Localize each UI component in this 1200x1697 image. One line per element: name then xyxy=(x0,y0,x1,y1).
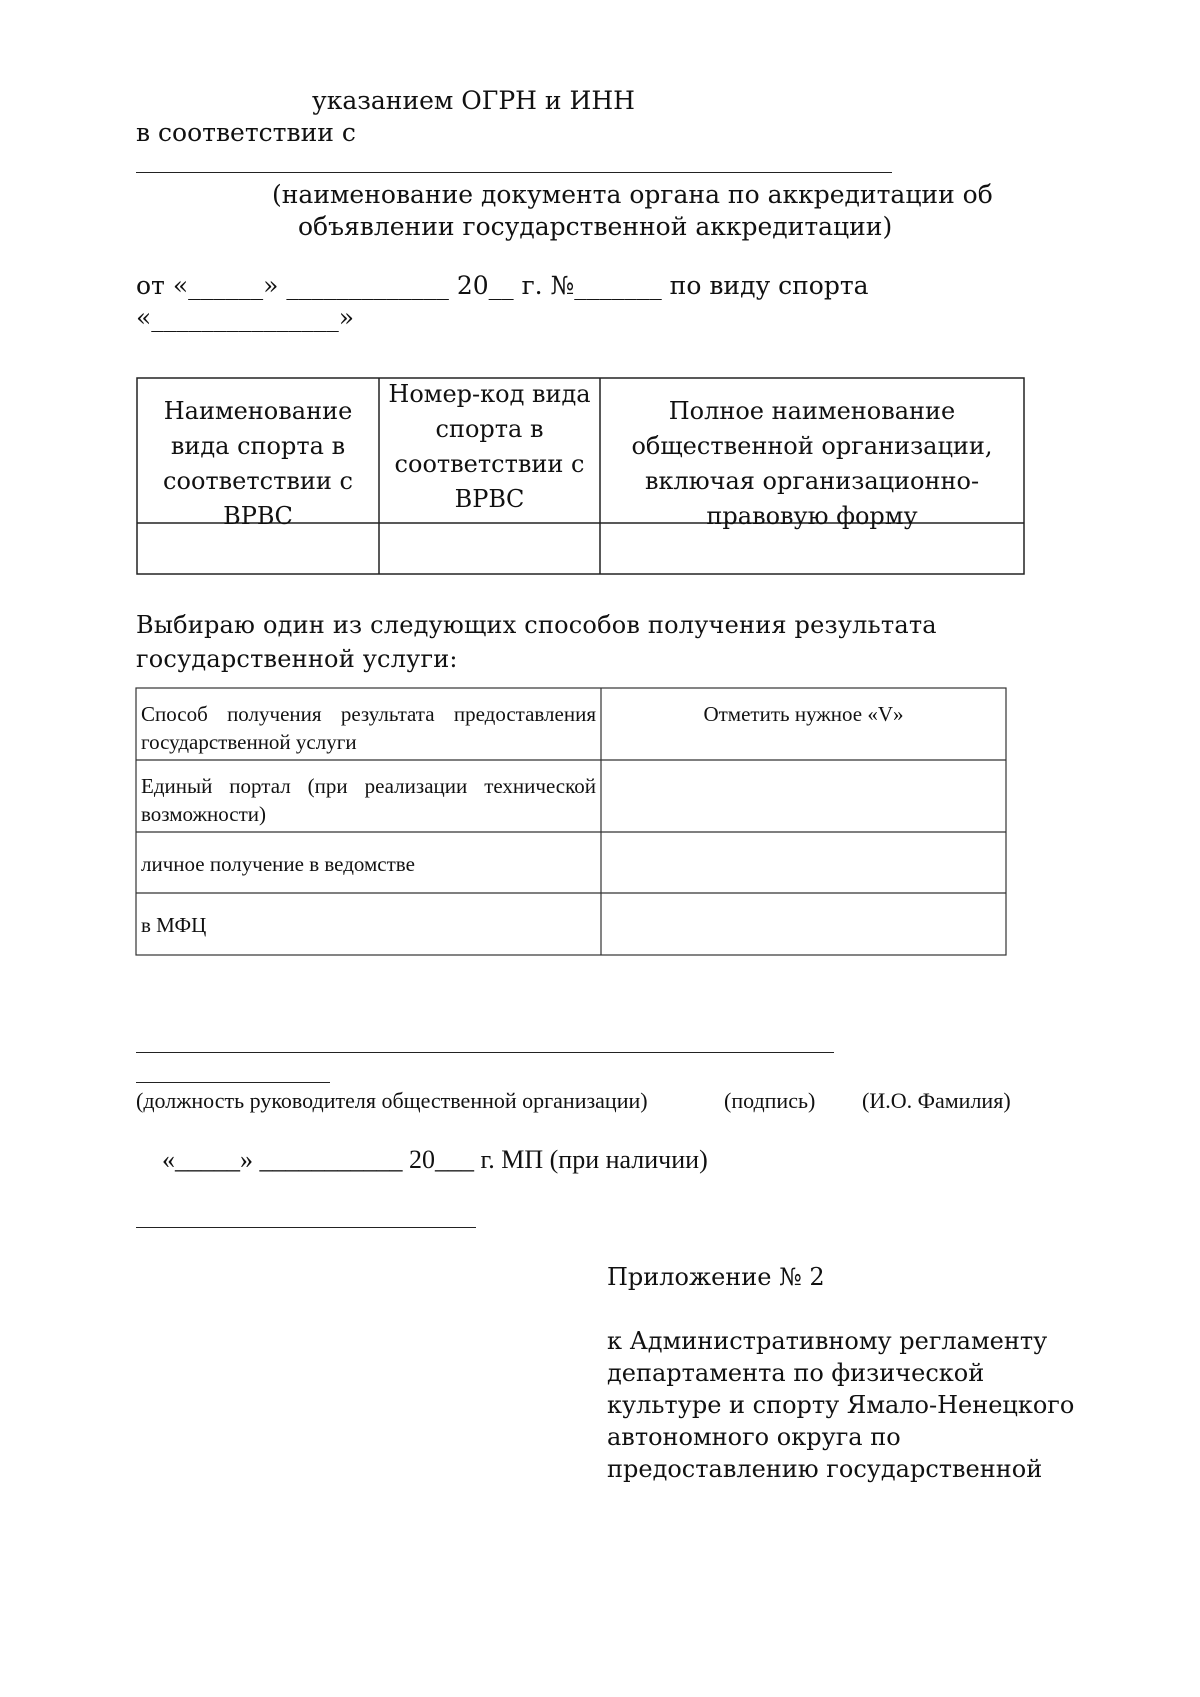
accordance-line: в соответствии с xyxy=(136,118,356,147)
caption-signature: (подпись) xyxy=(724,1088,816,1113)
caption-position: (должность руководителя общественной организации) xyxy=(136,1088,648,1113)
table1-header-sport-name: Наименование вида спорта в соответствии с ВРВС xyxy=(163,397,353,530)
ogrn-inn-line: указанием ОГРН и ИНН xyxy=(312,86,635,115)
choice-intro: Выбираю один из следующих способов получения результата государственной услуги: xyxy=(136,611,937,673)
option-mfc: в МФЦ xyxy=(141,913,207,937)
table1-cell-sport-code xyxy=(380,524,599,573)
appendix-line-4: автономного округа по xyxy=(607,1423,901,1451)
table1-cell-sport-name xyxy=(138,524,378,573)
document-caption-line-2: объявлении государственной аккредитации) xyxy=(298,212,893,241)
document-caption-line-1: (наименование документа органа по аккредитации об xyxy=(272,180,993,209)
option-unified-portal: Единый портал (при реализации технической возможности) xyxy=(141,774,596,826)
table1-header-organization: Полное наименование общественной организации, включая организационно-правовую форму xyxy=(631,397,993,530)
table2-header-mark: Отметить нужное «V» xyxy=(703,702,904,726)
mark-cell-unified-portal[interactable] xyxy=(603,762,1004,830)
table1-cell-organization xyxy=(601,524,1023,573)
sport-kind-line: «_______________» xyxy=(136,303,355,332)
signature-rule xyxy=(136,1052,834,1053)
mark-cell-mfc[interactable] xyxy=(603,895,1004,953)
appendix-line-3: культуре и спорту Ямало-Ненецкого xyxy=(607,1391,1075,1419)
appendix-line-5: предоставлению государственной xyxy=(607,1455,1043,1483)
table1-header-sport-code: Номер-код вида спорта в соответствии с ВРВС xyxy=(388,380,591,513)
table2-header-method: Способ получения результата предоставления государственной услуги xyxy=(141,702,596,754)
option-personal-pickup: личное получение в ведомстве xyxy=(141,852,415,876)
position-rule xyxy=(136,1082,330,1083)
bottom-rule xyxy=(136,1227,476,1228)
appendix-line-1: к Административному регламенту xyxy=(607,1327,1048,1355)
mark-cell-personal-pickup[interactable] xyxy=(603,834,1004,891)
caption-full-name: (И.О. Фамилия) xyxy=(862,1088,1011,1113)
appendix-title: Приложение № 2 xyxy=(607,1263,825,1291)
date-number-line: от «______» _____________ 20__ г. №_______ по виду спорта xyxy=(136,271,869,300)
appendix-line-2: департамента по физической xyxy=(607,1359,985,1387)
signature-date-line: «_____» ___________ 20___ г. МП (при наличии) xyxy=(162,1145,708,1174)
